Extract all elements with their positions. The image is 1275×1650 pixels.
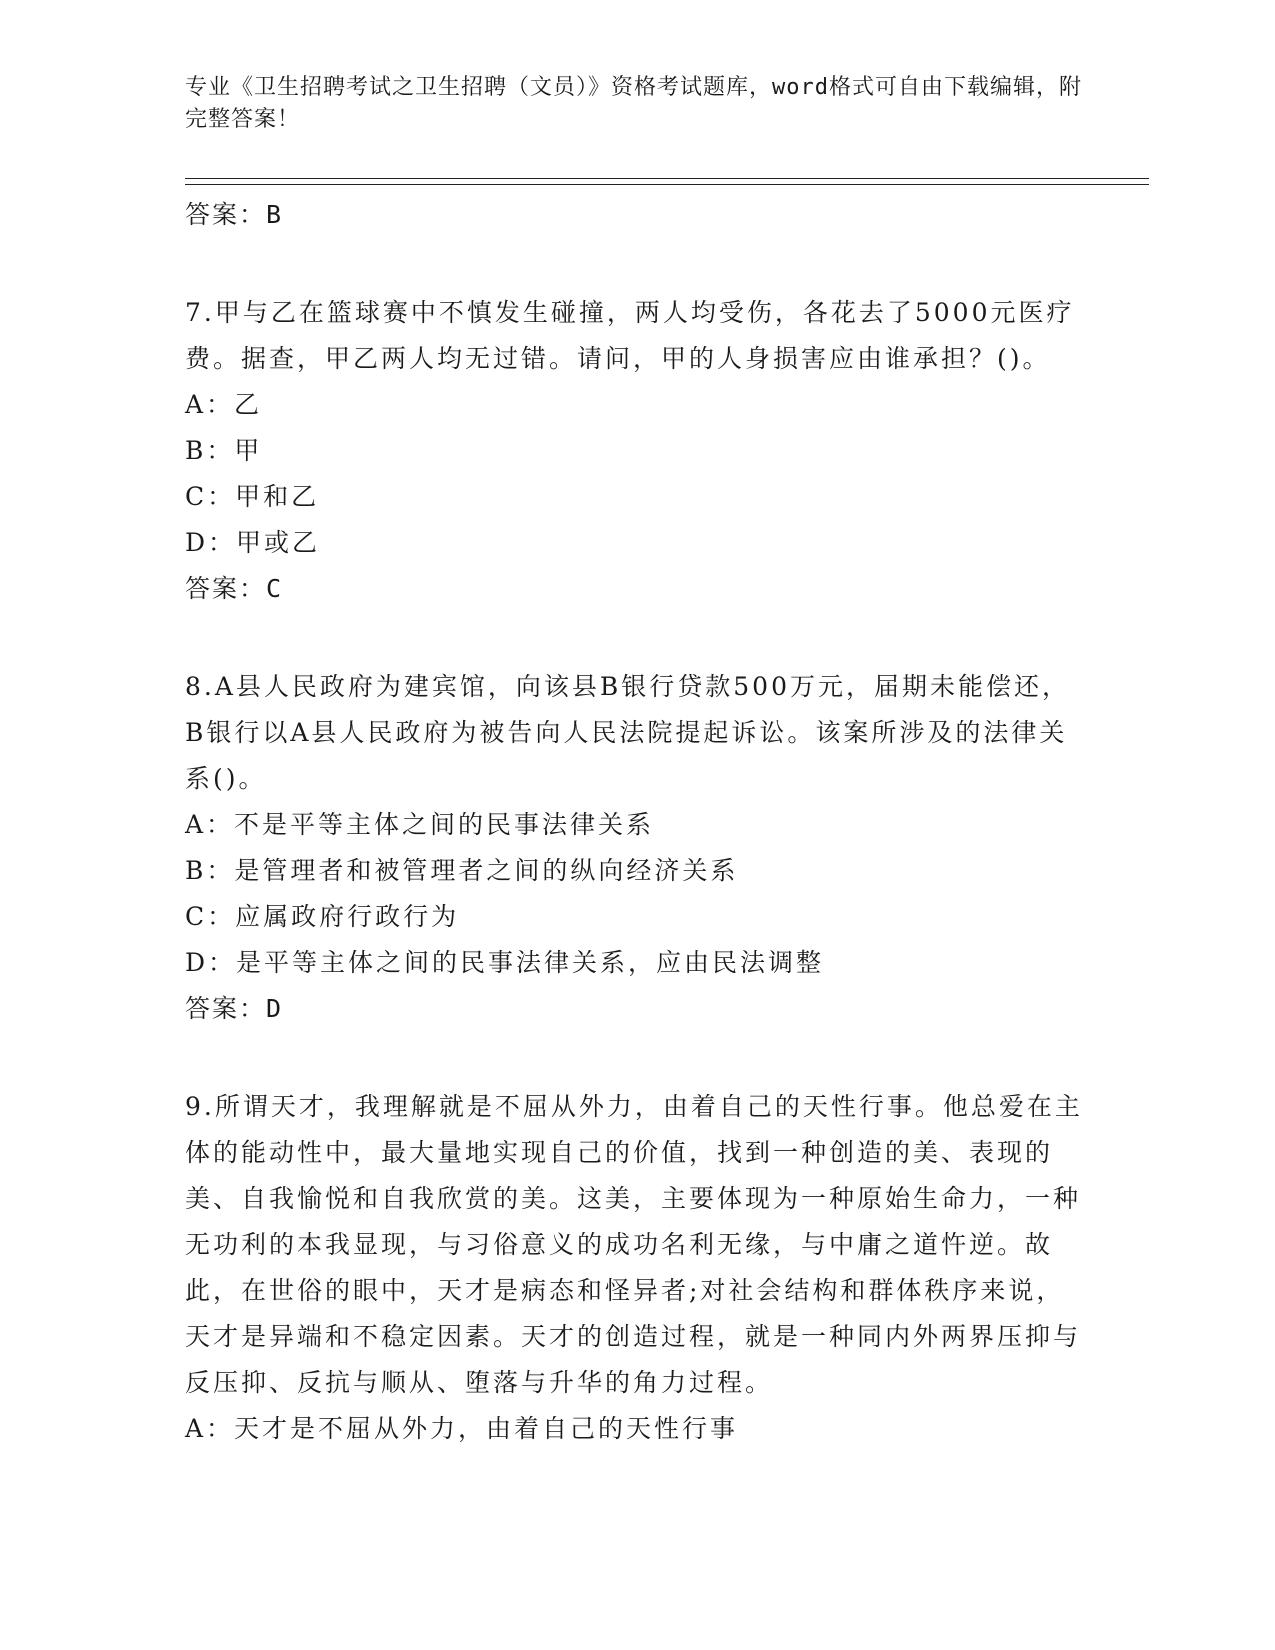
- question-8: [185, 664, 1085, 1032]
- option-a: A：不是平等主体之间的民事法律关系: [185, 810, 655, 839]
- option-c: C：甲和乙: [185, 482, 320, 511]
- answer: 答案：C: [185, 574, 284, 603]
- answer: 答案：D: [185, 994, 284, 1023]
- option-a: A：乙: [185, 390, 263, 419]
- document-body: [185, 188, 1085, 1452]
- option-b: B：是管理者和被管理者之间的纵向经济关系: [185, 856, 739, 885]
- option-b: B：甲: [185, 436, 263, 465]
- question-text: 8.A县人民政府为建宾馆，向该县B银行贷款500万元，届期未能偿还，B银行以A县人民政府为被告向人民法院提起诉讼。该案所涉及的法律关系()。: [185, 672, 1070, 793]
- option-a: A：天才是不屈从外力，由着自己的天性行事: [185, 1414, 739, 1443]
- header-divider: [185, 178, 1149, 185]
- question-text: 9.所谓天才，我理解就是不屈从外力，由着自己的天性行事。他总爱在主体的能动性中，最大量地实现自己的价值，找到一种创造的美、表现的美、自我愉悦和自我欣赏的美。这美，主要体现为一种原始生命力，一种无功利的本我显现，与习俗意义的成功名利无缘，与中庸之道忤逆。故此，在世俗的眼中，天才是病态和怪异者;对社会结构和群体秩序来说，天才是异端和不稳定因素。天才的创造过程，就是一种同内外两界压抑与反压抑、反抗与顺从、堕落与升华的角力过程。: [185, 1092, 1083, 1397]
- document-header: 专业《卫生招聘考试之卫生招聘（文员）》资格考试题库，word格式可自由下载编辑，附完整答案！: [185, 75, 1082, 132]
- option-d: D：甲或乙: [185, 528, 321, 557]
- option-c: C：应属政府行政行为: [185, 902, 460, 931]
- question-text: 7.甲与乙在篮球赛中不慎发生碰撞，两人均受伤，各花去了5000元医疗费。据查，甲乙两人均无过错。请问，甲的人身损害应由谁承担？()。: [185, 298, 1075, 373]
- previous-answer: 答案：B: [185, 200, 284, 229]
- question-7: [185, 290, 1085, 612]
- option-d: D：是平等主体之间的民事法律关系，应由民法调整: [185, 948, 825, 977]
- question-9: [185, 1084, 1085, 1452]
